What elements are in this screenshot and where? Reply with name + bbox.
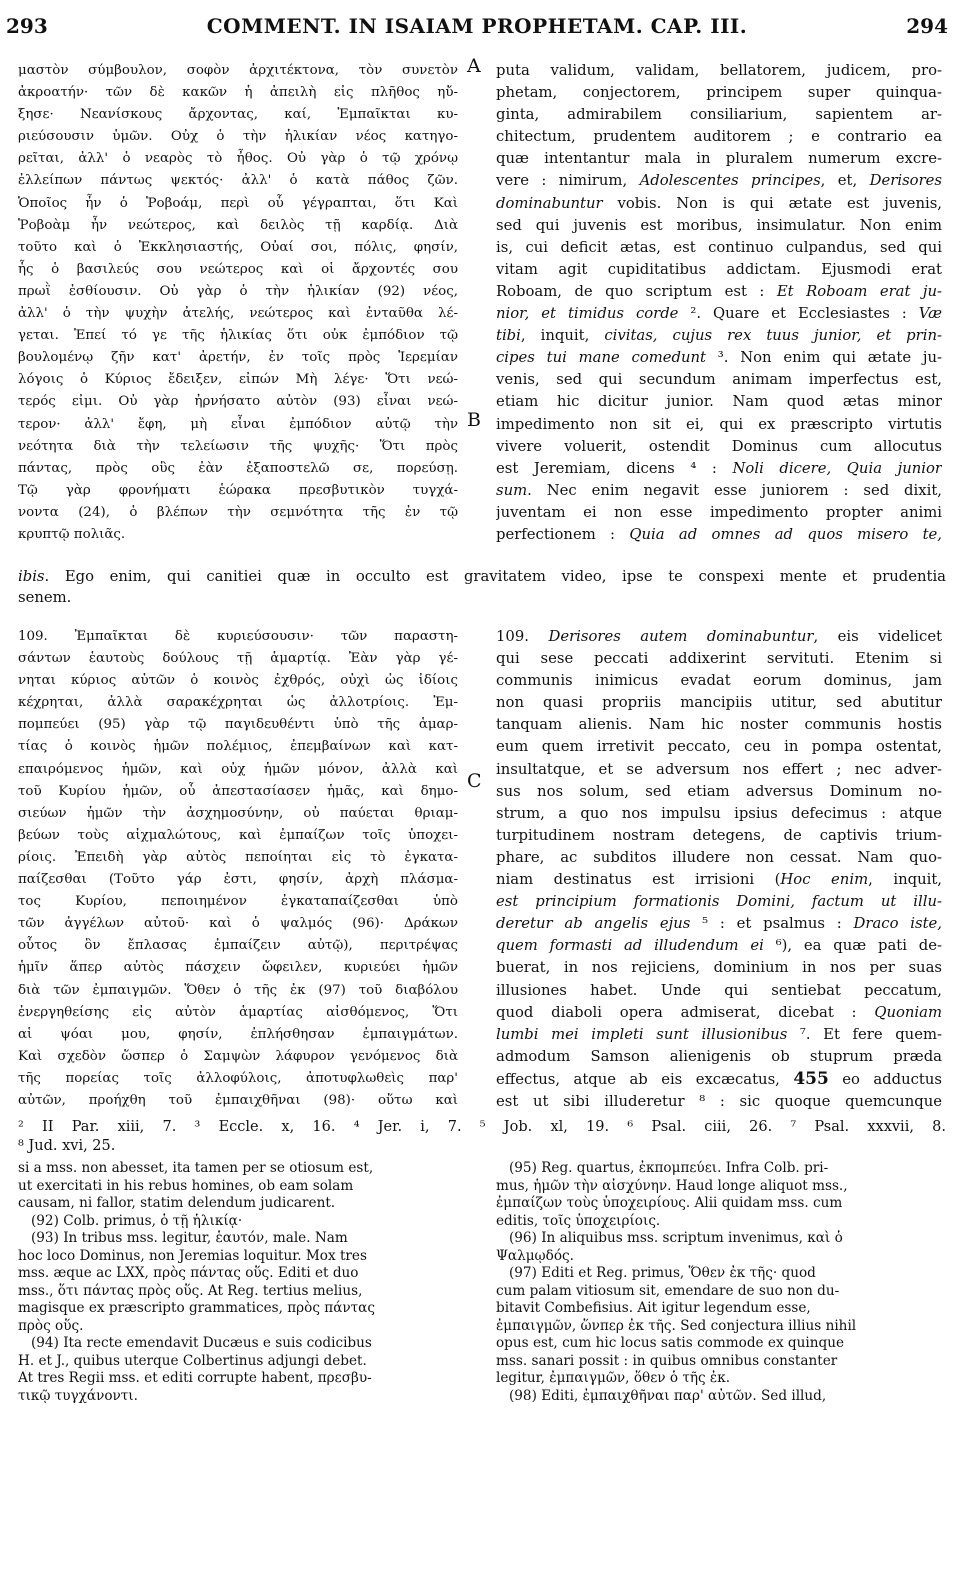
greek-text-line: ἀλλ' ὁ τὴν ψυχὴν ἀτελής, νεώτερος καὶ ἐνταῦθα λέ- xyxy=(18,306,458,322)
editorial-note-line: πρὸς οὕς. xyxy=(18,1317,84,1334)
latin-text-line: sed qui juvenis est moribus, insimulatur. Non enim xyxy=(496,216,942,234)
full-width-line-1 xyxy=(18,568,946,585)
latin-text-line: perfectionem : Quia ad omnes ad quos misero te, xyxy=(496,525,942,543)
greek-text-line: ξησε· Νεανίσκους ἄρχοντας, καί, Ἐμπαῖκται κυ- xyxy=(18,107,458,123)
editorial-note-line: (98) Editi, ἐμπαιχθῆναι παρ' αὐτῶν. Sed illud, xyxy=(496,1387,827,1404)
editorial-note-line: ἐμπαιγμῶν, ὥνπερ ἐκ τῆς. Sed conjectura illius nihil xyxy=(496,1317,857,1334)
greek-text-line: αἱ ψόαι μου, φησίν, ἐπλήσθησαν ἐμπαιγμάτων. xyxy=(18,1026,458,1042)
greek-text-line: ἐλλείπων πάντως ψεκτός· ἀλλ' ὁ κατὰ πάθος ζῶν. xyxy=(18,173,458,189)
greek-text-line: νοντα (24), ὁ βλέπων τὴν σεμνότητα τῆς ἐν τῷ xyxy=(18,504,458,520)
latin-text-line: eum quem irretivit peccato, ceu in pompa ostentat, xyxy=(496,738,942,756)
editorial-note-line: τικῷ τυγχάνοντι. xyxy=(18,1387,138,1404)
latin-text-line: niam destinatus est irrisioni (Hoc enim, inquit, xyxy=(496,871,942,889)
latin-text-line: buerat, in nos rejiciens, dominium in nos per suas xyxy=(496,959,942,977)
editorial-note-line: (94) Ita recte emendavit Ducæus e suis codicibus xyxy=(18,1335,372,1351)
editorial-note-line: (96) In aliquibus mss. scriptum invenimus, καὶ ὁ xyxy=(496,1230,843,1246)
greek-text-line: τοῦ Κυρίου ἡμῶν, οὗ ἀπεστασίασεν ἡμᾶς, καὶ δημο- xyxy=(18,783,458,799)
latin-text-line: sus nos solum, sed etiam adversus Dominum no- xyxy=(496,782,942,800)
greek-text-line: παίζεσθαι (Τοῦτο γάρ ἐστι, φησίν, ἀρχὴ πλάσμα- xyxy=(18,872,458,888)
latin-text-line: insultatque, et se adversum nos effert ; nec adver- xyxy=(496,760,942,778)
greek-text-line: ρίοις. Ἐπειδὴ γὰρ αὐτὸς πεποίηται εἰς τὸ ἐγκατα- xyxy=(18,849,458,865)
greek-text-line: Τῷ γὰρ φρονήματι ἑώρακα πρεσβυτικὸν τυγχά- xyxy=(18,482,458,498)
greek-text-line: αὐτῶν, προήχθη τοῦ ἐμπαιχθῆναι (98)· οὕτω καὶ xyxy=(18,1092,458,1108)
greek-text-line: τίας ὁ κοινὸς ἡμῶν πολέμιος, ἐπεμβαίνων καὶ κατ- xyxy=(18,739,458,755)
latin-text-line: chitectum, prudentem auditorem ; e contrario ea xyxy=(496,128,942,146)
greek-text-line: διὰ τῶν ἐμπαιγμῶν. Ὅθεν ὁ τῆς ἐκ (97) τοῦ διαβόλου xyxy=(18,982,458,998)
latin-text-line: non quasi propriis mancipiis utitur, sed abutitur xyxy=(496,694,942,712)
latin-text-line: est ut sibi illuderetur ⁸ : sic quoque quemcunque xyxy=(496,1092,942,1110)
greek-text-line: λόγοις ὁ Κύριος ἔδειξεν, εἰπών Μὴ λέγε· Ὅτι νεώ- xyxy=(18,372,458,388)
latin-text-line: vere : nimirum, Adolescentes principes, et, Derisores xyxy=(496,172,942,190)
running-title: COMMENT. IN ISAIAM PROPHETAM. CAP. III. xyxy=(206,14,748,38)
latin-text-line: is, cui deficit ætas, est continuo culpandus, sed qui xyxy=(496,238,942,256)
editorial-note-line: (93) In tribus mss. legitur, ἑαυτόν, male. Nam xyxy=(18,1230,348,1246)
latin-text-line: dominabuntur vobis. Non is qui ætate est juvenis, xyxy=(496,194,942,212)
latin-text-line: venis, sed qui secundum animam imperfectus est, xyxy=(496,371,942,389)
latin-text-line: phare, ac subditos illudere non cessat. Nam quo- xyxy=(496,848,942,866)
editorial-notes-right xyxy=(496,1160,942,1405)
editorial-note-line: editis, τοῖς ὑποχειρίοις. xyxy=(496,1212,661,1229)
greek-text-line: νηται κύριος αὐτῶν ὁ κοινὸς ἐχθρός, οὐχὶ ὡς ἰδίοις xyxy=(18,673,458,689)
greek-text-line: τῶν ἀγγέλων αὐτοῦ· καὶ ὁ ψαλμός (96)· Δράκων xyxy=(18,916,458,932)
latin-text-line: qui sese peccati addixerint servituti. Etenim si xyxy=(496,650,942,668)
greek-text-line: τῆς πορείας τοῖς ἀλλοφύλοις, ἀποτυφλωθεὶς παρ' xyxy=(18,1070,458,1086)
latin-text-line: sum. Nec enim negavit esse juniorem : sed dixit, xyxy=(496,481,942,499)
greek-text-line: ἧς ὁ βασιλεύς σου νεώτερος καὶ οἱ ἄρχοντές σου xyxy=(18,261,458,277)
editorial-note-line: ἐμπαίζων τοὺς ὑποχειρίους. Alii quidam mss. cum xyxy=(496,1195,843,1211)
greek-text-line: Ὁποῖος ἦν ὁ Ῥοβοάμ, περὶ οὗ γέγραπται, ὅτι Καὶ xyxy=(18,195,458,211)
footnote-line: ² II Par. xiii, 7. ³ Eccle. x, 16. ⁴ Jer. i, 7. ⁵ Job. xl, 19. ⁶ Psal. ciii, 26. ⁷ Psal. xxxvii, 8. xyxy=(18,1119,946,1135)
section-marker-b: B xyxy=(467,409,481,431)
full-width-text-line: ibis. Ego enim, qui canitiei quæ in occulto est gravitatem video, ipse te conspexi mente et prudentia xyxy=(18,568,946,585)
latin-text-line: vitam agit cupiditatibus addictam. Ejusmodi erat xyxy=(496,260,942,278)
greek-text-line: πρωῒ ἐσθίουσιν. Οὐ γὰρ ὁ τὴν ἡλικίαν (92) νέος, xyxy=(18,283,458,299)
greek-text-line: μαστὸν σύμβουλον, σοφὸν ἀρχιτέκτονα, τὸν συνετὸν xyxy=(18,63,458,78)
greek-text-line: σιεύων ἡμῶν τὴν ἀσχημοσύνην, οὐ παύεται θριαμ- xyxy=(18,805,458,821)
latin-text-line: 109. Derisores autem dominabuntur, eis videlicet xyxy=(496,628,942,645)
greek-text-line: κέχρηται, ἀλλὰ σαρακέχρηται ὡς ἀλλοτρίοις. Ἐμ- xyxy=(18,695,458,711)
footnote-line: ⁸ Jud. xvi, 25. xyxy=(18,1138,116,1154)
latin-text-line: Roboam, de quo scriptum est : Et Roboam erat ju- xyxy=(496,282,942,300)
editorial-note-line: bitavit Combefisius. Ait igitur legendum esse, xyxy=(496,1300,811,1316)
greek-text-line: νεότητα διὰ τὴν τελείωσιν τῆς ψυχῆς· Ὅτι πρὸς xyxy=(18,438,458,454)
greek-text-line: τοῦτο καὶ ὁ Ἐκκλησιαστής, Οὐαί σοι, πόλις, φησίν, xyxy=(18,239,458,255)
section-marker-a: A xyxy=(467,55,481,77)
latin-text-line: effectus, atque ab eis excæcatus, 455 eo adductus xyxy=(496,1068,942,1089)
latin-text-line: nior, et timidus corde ². Quare et Ecclesiastes : Væ xyxy=(496,305,942,323)
greek-text-line: οὗτος ὃν ἔπλασας ἐμπαίζειν αὐτῷ), περιτρέψας xyxy=(18,938,458,954)
editorial-note-line: Ψαλμῳδός. xyxy=(496,1247,574,1264)
editorial-note-line: mss. sanari possit : in quibus omnibus constanter xyxy=(496,1352,838,1369)
editorial-note-line: si a mss. non abesset, ita tamen per se otiosum est, xyxy=(18,1160,374,1176)
page-number-right: 294 xyxy=(906,14,948,38)
page-number-left: 293 xyxy=(6,14,48,38)
editorial-note-line: causam, ni fallor, statim delendum judicarent. xyxy=(18,1195,336,1211)
greek-column-top xyxy=(18,60,458,546)
full-width-line-2: senem. xyxy=(18,589,72,606)
latin-text-line: puta validum, validam, bellatorem, judicem, pro- xyxy=(496,62,942,79)
greek-text-line: ἀκροατήν· τῶν δὲ κακῶν ἡ ἀπειλὴ εἰς πλῆθος ηὔ- xyxy=(18,85,458,101)
latin-text-line: est Jeremiam, dicens ⁴ : Noli dicere, Quia junior xyxy=(496,459,942,477)
editorial-note-line: (92) Colb. primus, ὁ τῇ ἡλικίᾳ· xyxy=(18,1212,243,1229)
latin-text-line: vivere voluerit, ostendit Dominus cum allocutus xyxy=(496,437,942,455)
editorial-note-line: (97) Editi et Reg. primus, Ὅθεν ἐκ τῆς· quod xyxy=(496,1265,816,1281)
latin-text-line: juventam ei non esse impedimento propter animi xyxy=(496,503,942,521)
latin-column-middle xyxy=(496,626,942,1113)
greek-text-line: ριεύσουσιν ὑμῶν. Οὐχ ὁ τὴν ἡλικίαν νέος κατηγο- xyxy=(18,129,458,145)
latin-text-line: quæ intentantur mala in pluralem numerum excre- xyxy=(496,150,942,168)
editorial-note-line: (95) Reg. quartus, ἐκπομπεύει. Infra Colb. pri- xyxy=(496,1160,829,1176)
editorial-note-line: magisque ex præscripto grammatices, πρὸς πάντας xyxy=(18,1300,375,1316)
greek-text-line: γεται. Ἐπεί τό γε τῆς ἡλικίας ὅτι οὐκ ἐμπόδιον τῷ xyxy=(18,328,458,344)
latin-text-line: deretur ab angelis ejus ⁵ : et psalmus : Draco iste, xyxy=(496,915,942,933)
greek-column-middle xyxy=(18,626,458,1112)
greek-text-line: 109. Ἐμπαῖκται δὲ κυριεύσουσιν· τῶν παραστη- xyxy=(18,629,458,644)
editorial-note-line: opus est, cum hic locus satis commode ex quinque xyxy=(496,1335,844,1351)
greek-text-line: επαιρόμενος ἡμῶν, καὶ οὐχ ἡμῶν μόνον, ἀλλὰ καὶ xyxy=(18,761,458,777)
latin-text-line: tibi, inquit, civitas, cujus rex tuus junior, et prin- xyxy=(496,327,942,345)
greek-text-line: τερός εἰμι. Οὐ γὰρ ἠρνήσατο αὐτὸν (93) εἶναι νεώ- xyxy=(18,394,458,410)
editorial-note-line: H. et J., quibus uterque Colbertinus adjungi debet. xyxy=(18,1352,367,1369)
editorial-note-line: At tres Regii mss. et editi corrupte habent, πρεσβυ- xyxy=(18,1370,372,1386)
greek-text-line: τος Κυρίου, πεποιημένον ἐγκαταπαίζεσθαι ὑπὸ xyxy=(18,894,458,910)
greek-text-line: βεύων τοὺς αἰχμαλώτους, καὶ ἐμπαίζων τοῖς ὑποχει- xyxy=(18,827,458,843)
editorial-note-line: hoc loco Dominus, non Jeremias loquitur. Mox tres xyxy=(18,1247,367,1264)
greek-text-line: πομπεύει (95) γὰρ τῷ παγιδευθέντι ὑπὸ τῆς ἁμαρ- xyxy=(18,717,458,733)
greek-text-line: ἡμῖν ἅπερ αὐτὸς πάσχειν ὤφειλεν, κυριεύει ἡμῶν xyxy=(18,960,458,976)
section-marker-c: C xyxy=(467,770,482,792)
greek-text-line: σάντων ἑαυτοὺς δούλους τῇ ἁμαρτίᾳ. Ἐὰν γὰρ γέ- xyxy=(18,651,458,667)
editorial-notes-left xyxy=(18,1160,458,1405)
latin-text-line: admodum Samson alienigenis ob stuprum præda xyxy=(496,1047,942,1065)
greek-text-line: τερον· ἀλλ' ἔφη, μὴ εἶναι ἐμπόδιον αὐτῷ τὴν xyxy=(18,416,458,432)
editorial-note-line: mss. æque ac LXX, πρὸς πάντας οὕς. Editi et duo xyxy=(18,1265,359,1281)
editorial-note-line: cum palam vitiosum sit, emendare de suo non du- xyxy=(496,1282,840,1299)
latin-text-line: lumbi mei impleti sunt illusionibus ⁷. Et fere quem- xyxy=(496,1025,942,1043)
greek-text-line: ρεῖται, ἀλλ' ὁ νεαρὸς τὸ ἦθος. Οὐ γὰρ ὁ τῷ χρόνῳ xyxy=(18,151,458,167)
greek-text-line: κρυπτῷ πολιᾶς. xyxy=(18,526,126,542)
latin-text-line: est principium formationis Domini, factum ut illu- xyxy=(496,893,942,911)
latin-text-line: phetam, conjectorem, principem super quinqua- xyxy=(496,84,942,102)
latin-text-line: strum, a quo nos impulsu ipsius defecimus : atque xyxy=(496,804,942,822)
greek-text-line: βουλομένῳ ζῆν κατ' ἀρετήν, ἐν τοῖς πρὸς Ἱερεμίαν xyxy=(18,350,458,366)
latin-text-line: ginta, admirabilem consiliarium, sapientem ar- xyxy=(496,106,942,124)
running-header xyxy=(6,14,948,44)
greek-text-line: πάντας, πρὸς οὓς ἐὰν ἐξαποστελῶ σε, πορεύσῃ. xyxy=(18,460,458,476)
latin-text-line: tanquam alienis. Nam hic noster communis hostis xyxy=(496,716,942,734)
greek-text-line: ἐνεργηθείσης εἰς αὐτὸν ἁμαρτίας αἰσθόμενος, Ὅτι xyxy=(18,1004,458,1020)
latin-column-top xyxy=(496,60,942,546)
latin-text-line: cipes tui mane comedunt ³. Non enim qui ætate ju- xyxy=(496,349,942,367)
latin-text-line: impedimento non sit ei, qui ex præscripto virtutis xyxy=(496,415,942,433)
greek-text-line: Ῥοβοὰμ ἦν νεώτερος, καὶ δειλὸς τῇ καρδίᾳ. Διὰ xyxy=(18,217,458,233)
latin-text-line: etiam hic dicitur junior. Nam quod ætas minor xyxy=(496,393,942,411)
editorial-note-line: mus, ἡμῶν τὴν αἰσχύνην. Haud longe aliquot mss., xyxy=(496,1177,848,1194)
greek-text-line: Καὶ σχεδὸν ὥσπερ ὁ Σαμψὼν λάφυρον γενόμενος διὰ xyxy=(18,1048,458,1064)
editorial-note-line: ut exercitati in his rebus homines, ob eam solam xyxy=(18,1177,354,1194)
editorial-note-line: legitur, ἐμπαιγμῶν, ὅθεν ὁ τῆς ἐκ. xyxy=(496,1370,731,1386)
latin-text-line: quem formasti ad illudendum ei ⁶), ea quæ pati de- xyxy=(496,937,942,955)
latin-text-line: turpitudinem nostram detegens, de captivis trium- xyxy=(496,826,942,844)
latin-text-line: communis inimicus evadat eorum dominus, jam xyxy=(496,672,942,690)
latin-text-line: illusiones habet. Unde qui sentiebat peccatum, xyxy=(496,981,942,999)
editorial-note-line: mss., ὅτι πάντας πρὸς οὕς. At Reg. tertius melius, xyxy=(18,1282,363,1299)
latin-text-line: quod diaboli opera admiserat, dicebat : Quoniam xyxy=(496,1003,942,1021)
footnotes xyxy=(18,1118,946,1156)
